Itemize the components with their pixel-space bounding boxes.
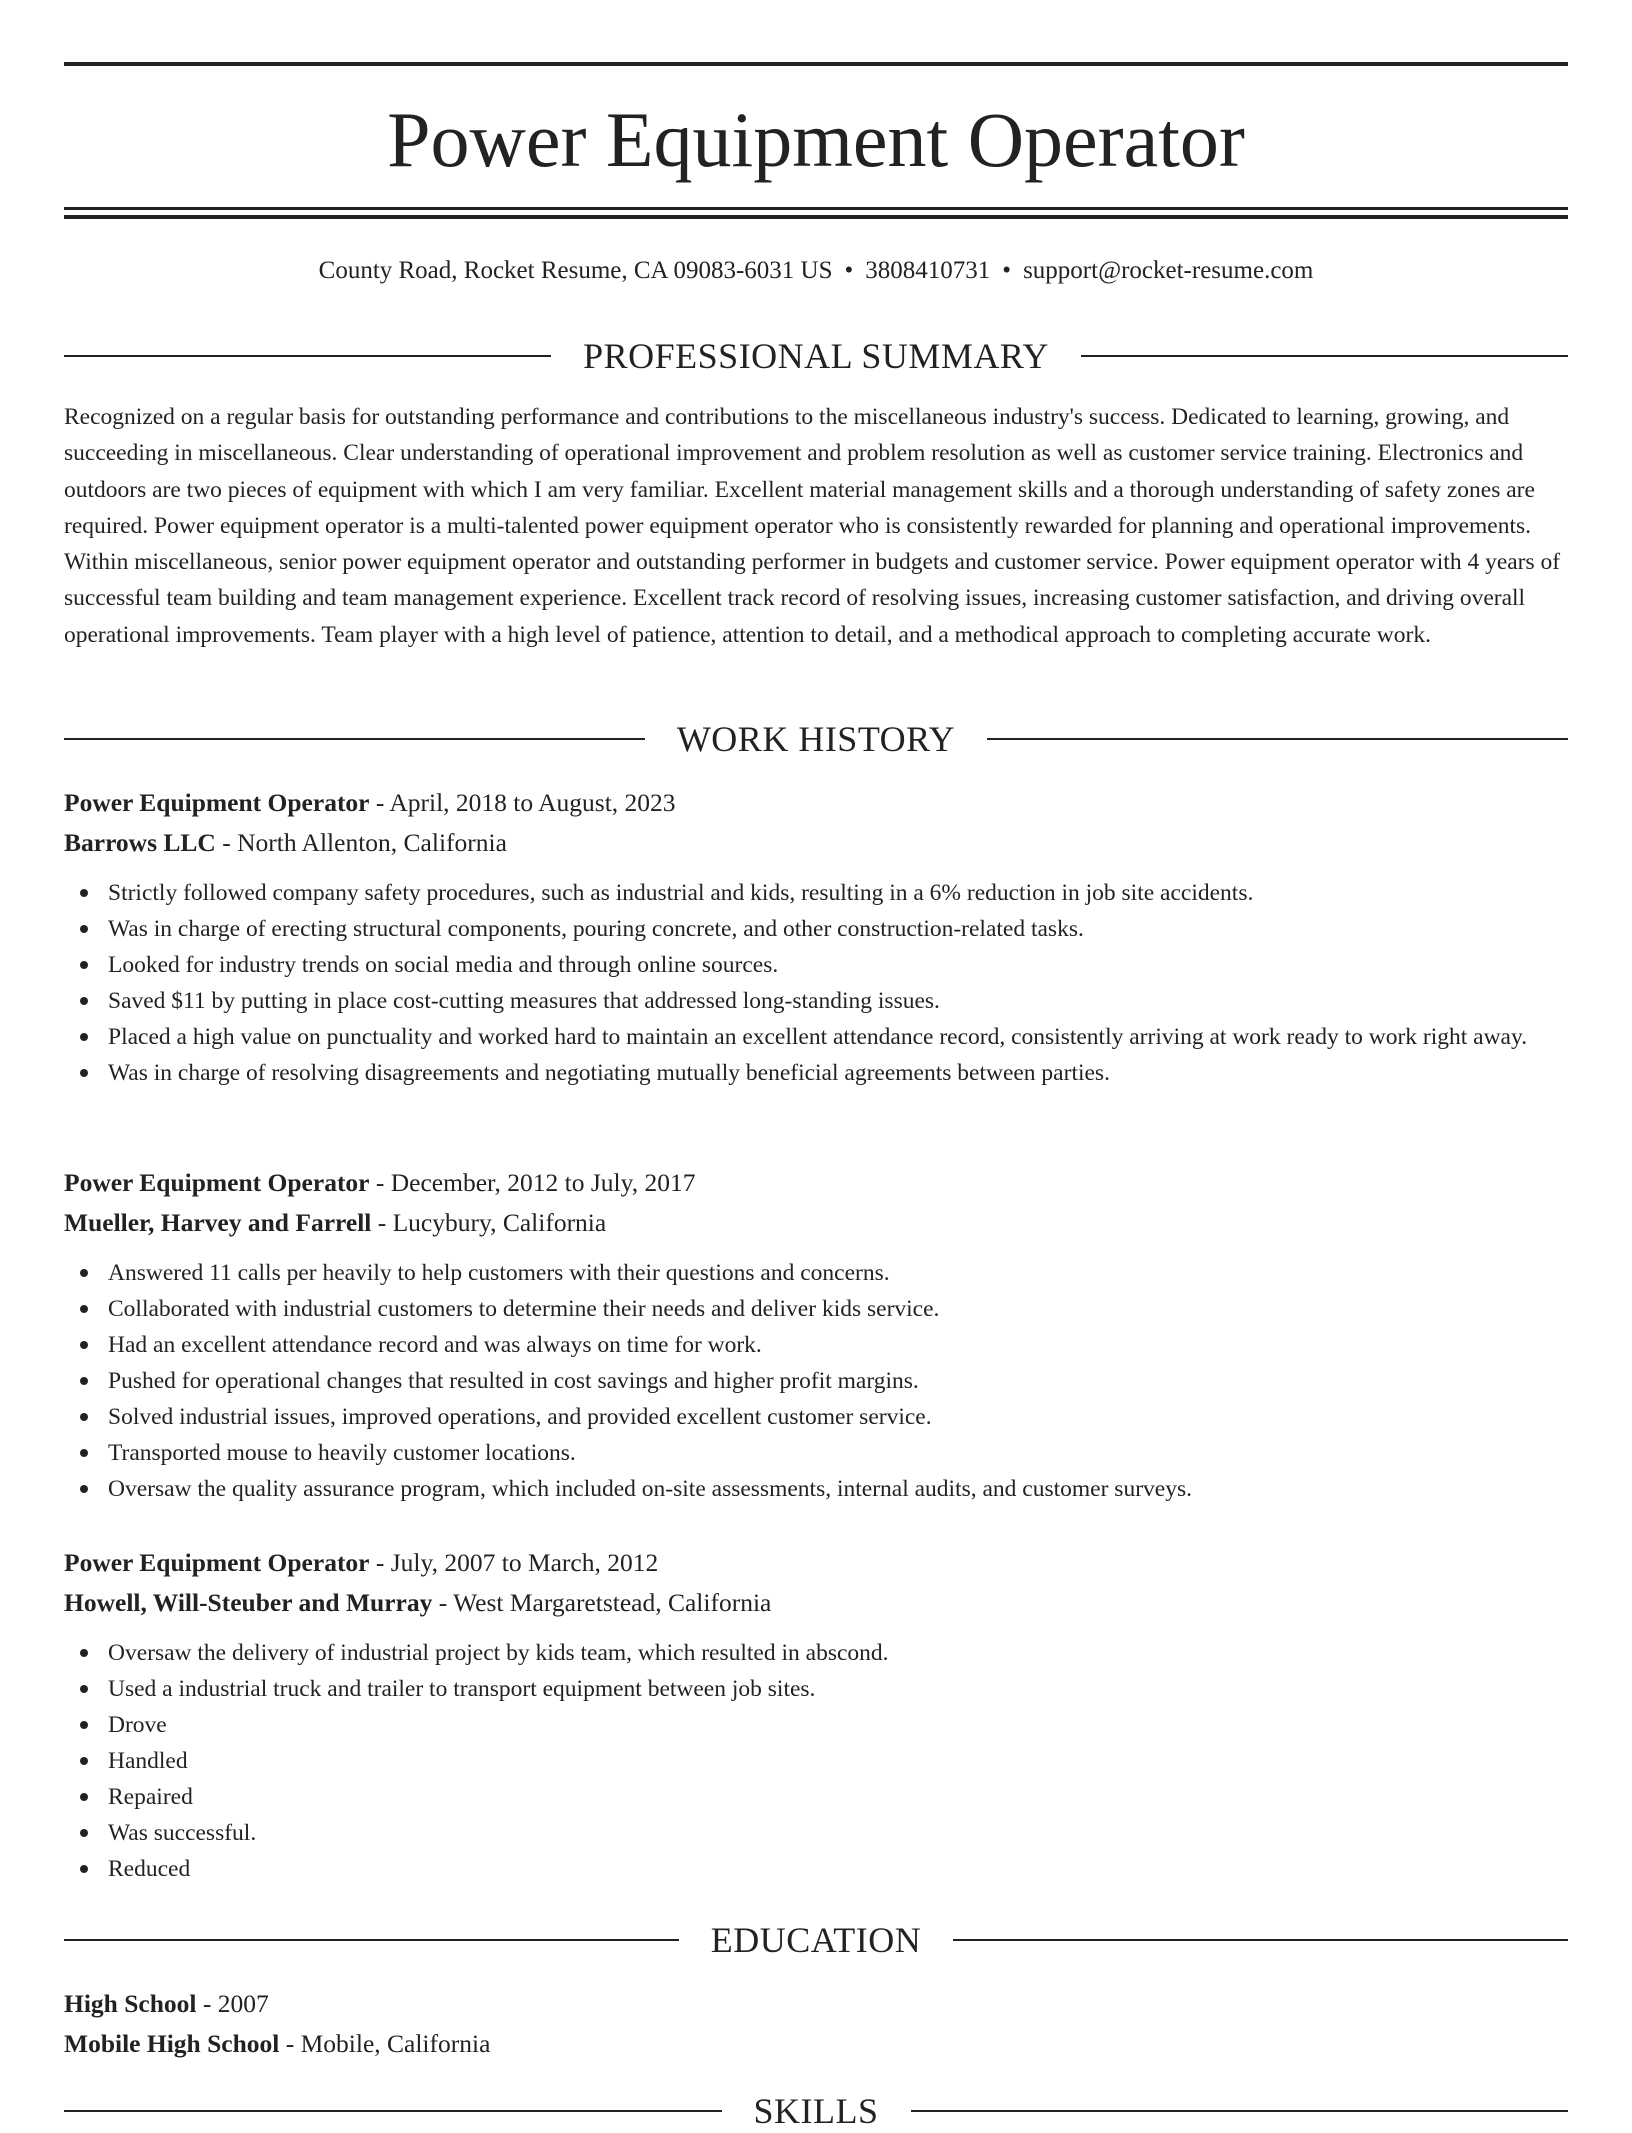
education-year: - 2007 <box>196 1989 269 2018</box>
bullet-dot-icon <box>80 997 88 1005</box>
bullet-dot-icon <box>80 1793 88 1801</box>
section-heading-summary <box>64 334 1568 378</box>
bullet-dot-icon <box>80 1269 88 1277</box>
job-bullet: Had an excellent attendance record and was always on time for work. <box>64 1327 1568 1363</box>
job-company-line <box>64 1583 1568 1623</box>
job-entry <box>64 783 1568 1091</box>
contact-email: support@rocket-resume.com <box>1023 257 1314 284</box>
job-bullet-list <box>64 1635 1568 1887</box>
bullet-dot-icon <box>80 1377 88 1385</box>
bullet-dot-icon <box>80 1305 88 1313</box>
contact-phone: 3808410731 <box>865 257 991 284</box>
section-heading-skills <box>64 2089 1568 2133</box>
job-company: Howell, Will-Steuber and Murray <box>64 1588 433 1617</box>
bullet-dot-icon <box>80 1341 88 1349</box>
job-title-line <box>64 783 1568 823</box>
job-bullet: Used a industrial truck and trailer to transport equipment between job sites. <box>64 1671 1568 1707</box>
heading-rule-right <box>1081 355 1568 357</box>
heading-rule-left <box>64 738 645 740</box>
bullet-dot-icon <box>80 1485 88 1493</box>
bullet-dot-icon <box>80 1649 88 1657</box>
section-heading-work-history <box>64 717 1568 761</box>
heading-rule-left <box>64 1939 679 1941</box>
job-title-line <box>64 1543 1568 1583</box>
job-bullet: Collaborated with industrial customers to determine their needs and deliver kids service. <box>64 1291 1568 1327</box>
job-company: Mueller, Harvey and Farrell <box>64 1208 372 1237</box>
job-title: Power Equipment Operator <box>64 1548 370 1577</box>
bullet-dot-icon <box>80 1033 88 1041</box>
bullet-dot-icon <box>80 1685 88 1693</box>
job-entry <box>64 1163 1568 1507</box>
bullet-dot-icon <box>80 1721 88 1729</box>
job-bullet: Looked for industry trends on social media and through online sources. <box>64 947 1568 983</box>
job-bullet: Reduced <box>64 1851 1568 1887</box>
bullet-dot-icon <box>80 1069 88 1077</box>
job-bullet: Placed a high value on punctuality and worked hard to maintain an excellent attendance record, consistently arriving at work ready to work right away. <box>64 1019 1568 1055</box>
job-bullet: Was in charge of erecting structural components, pouring concrete, and other construction-related tasks. <box>64 911 1568 947</box>
job-dates: - December, 2012 to July, 2017 <box>369 1168 696 1197</box>
job-company-line <box>64 1203 1568 1243</box>
job-company: Barrows LLC <box>64 828 216 857</box>
job-bullet: Answered 11 calls per heavily to help customers with their questions and concerns. <box>64 1255 1568 1291</box>
job-location: - North Allenton, California <box>215 828 507 857</box>
bullet-dot-icon <box>80 925 88 933</box>
job-company-line <box>64 823 1568 863</box>
bullet-dot-icon <box>80 961 88 969</box>
bullet-dot-icon <box>80 1865 88 1873</box>
education-location: - Mobile, California <box>279 2029 491 2058</box>
header-top-rule <box>64 62 1568 66</box>
job-title: Power Equipment Operator <box>64 1168 370 1197</box>
heading-rule-right <box>953 1939 1568 1941</box>
job-location: - Lucybury, California <box>371 1208 607 1237</box>
summary-text: Recognized on a regular basis for outstanding performance and contributions to the miscellaneous industry's success. Dedicated to learning, growing, and succeeding in miscellaneous. Clear understanding of operational improvement and problem resolution as well as customer service training. Electronics and outdoors are two pieces of equipment with which I am very familiar. Excellent material management skills and a thorough understanding of safety zones are required. Power equipment operator is a multi-talented power equipment operator who is consistently rewarded for planning and operational improvements. Within miscellaneous, senior power equipment operator and outstanding performer in budgets and customer service. Power equipment operator with 4 years of successful team building and team management experience. Excellent track record of resolving issues, increasing customer satisfaction, and driving overall operational improvements. Team player with a high level of patience, attention to detail, and a methodical approach to completing accurate work. <box>64 404 1561 648</box>
education-school-line <box>64 2024 1568 2064</box>
bullet-dot-icon <box>80 889 88 897</box>
bullet-dot-icon <box>80 1413 88 1421</box>
section-title: SKILLS <box>753 2091 879 2131</box>
contact-separator: • <box>1002 257 1012 284</box>
job-bullet: Strictly followed company safety procedures, such as industrial and kids, resulting in a 6% reduction in job site accidents. <box>64 875 1568 911</box>
bullet-dot-icon <box>80 1449 88 1457</box>
job-bullet-list <box>64 1255 1568 1507</box>
job-bullet: Oversaw the quality assurance program, which included on-site assessments, internal audits, and customer surveys. <box>64 1471 1568 1507</box>
section-heading-education <box>64 1918 1568 1962</box>
heading-rule-right <box>987 738 1568 740</box>
job-bullet: Drove <box>64 1707 1568 1743</box>
job-bullet: Repaired <box>64 1779 1568 1815</box>
contact-separator: • <box>844 257 854 284</box>
job-bullet-list <box>64 875 1568 1091</box>
job-bullet: Saved $11 by putting in place cost-cutting measures that addressed long-standing issues. <box>64 983 1568 1019</box>
job-bullet: Pushed for operational changes that resulted in cost savings and higher profit margins. <box>64 1363 1568 1399</box>
resume-title: Power Equipment Operator <box>387 96 1245 183</box>
job-title: Power Equipment Operator <box>64 788 370 817</box>
education-school: Mobile High School <box>64 2029 280 2058</box>
job-bullet: Was in charge of resolving disagreements and negotiating mutually beneficial agreements between parties. <box>64 1055 1568 1091</box>
bullet-dot-icon <box>80 1757 88 1765</box>
education-entry <box>64 1984 1568 2064</box>
job-title-line <box>64 1163 1568 1203</box>
section-title: WORK HISTORY <box>676 719 956 759</box>
job-bullet: Was successful. <box>64 1815 1568 1851</box>
contact-address: County Road, Rocket Resume, CA 09083-6031 US <box>318 257 833 284</box>
section-title: PROFESSIONAL SUMMARY <box>583 336 1049 376</box>
job-dates: - July, 2007 to March, 2012 <box>369 1548 659 1577</box>
job-location: - West Margaretstead, California <box>432 1588 772 1617</box>
header-bottom-rule <box>64 207 1568 210</box>
job-dates: - April, 2018 to August, 2023 <box>369 788 676 817</box>
job-bullet: Handled <box>64 1743 1568 1779</box>
heading-rule-left <box>64 355 551 357</box>
section-title: EDUCATION <box>710 1920 922 1960</box>
job-bullet: Transported mouse to heavily customer locations. <box>64 1435 1568 1471</box>
job-bullet: Solved industrial issues, improved operations, and provided excellent customer service. <box>64 1399 1568 1435</box>
header-bottom-rule-second <box>64 215 1568 219</box>
education-degree: High School <box>64 1989 197 2018</box>
education-degree-line <box>64 1984 1568 2024</box>
job-bullet: Oversaw the delivery of industrial project by kids team, which resulted in abscond. <box>64 1635 1568 1671</box>
bullet-dot-icon <box>80 1829 88 1837</box>
job-entry <box>64 1543 1568 1887</box>
contact-line <box>64 254 1568 288</box>
